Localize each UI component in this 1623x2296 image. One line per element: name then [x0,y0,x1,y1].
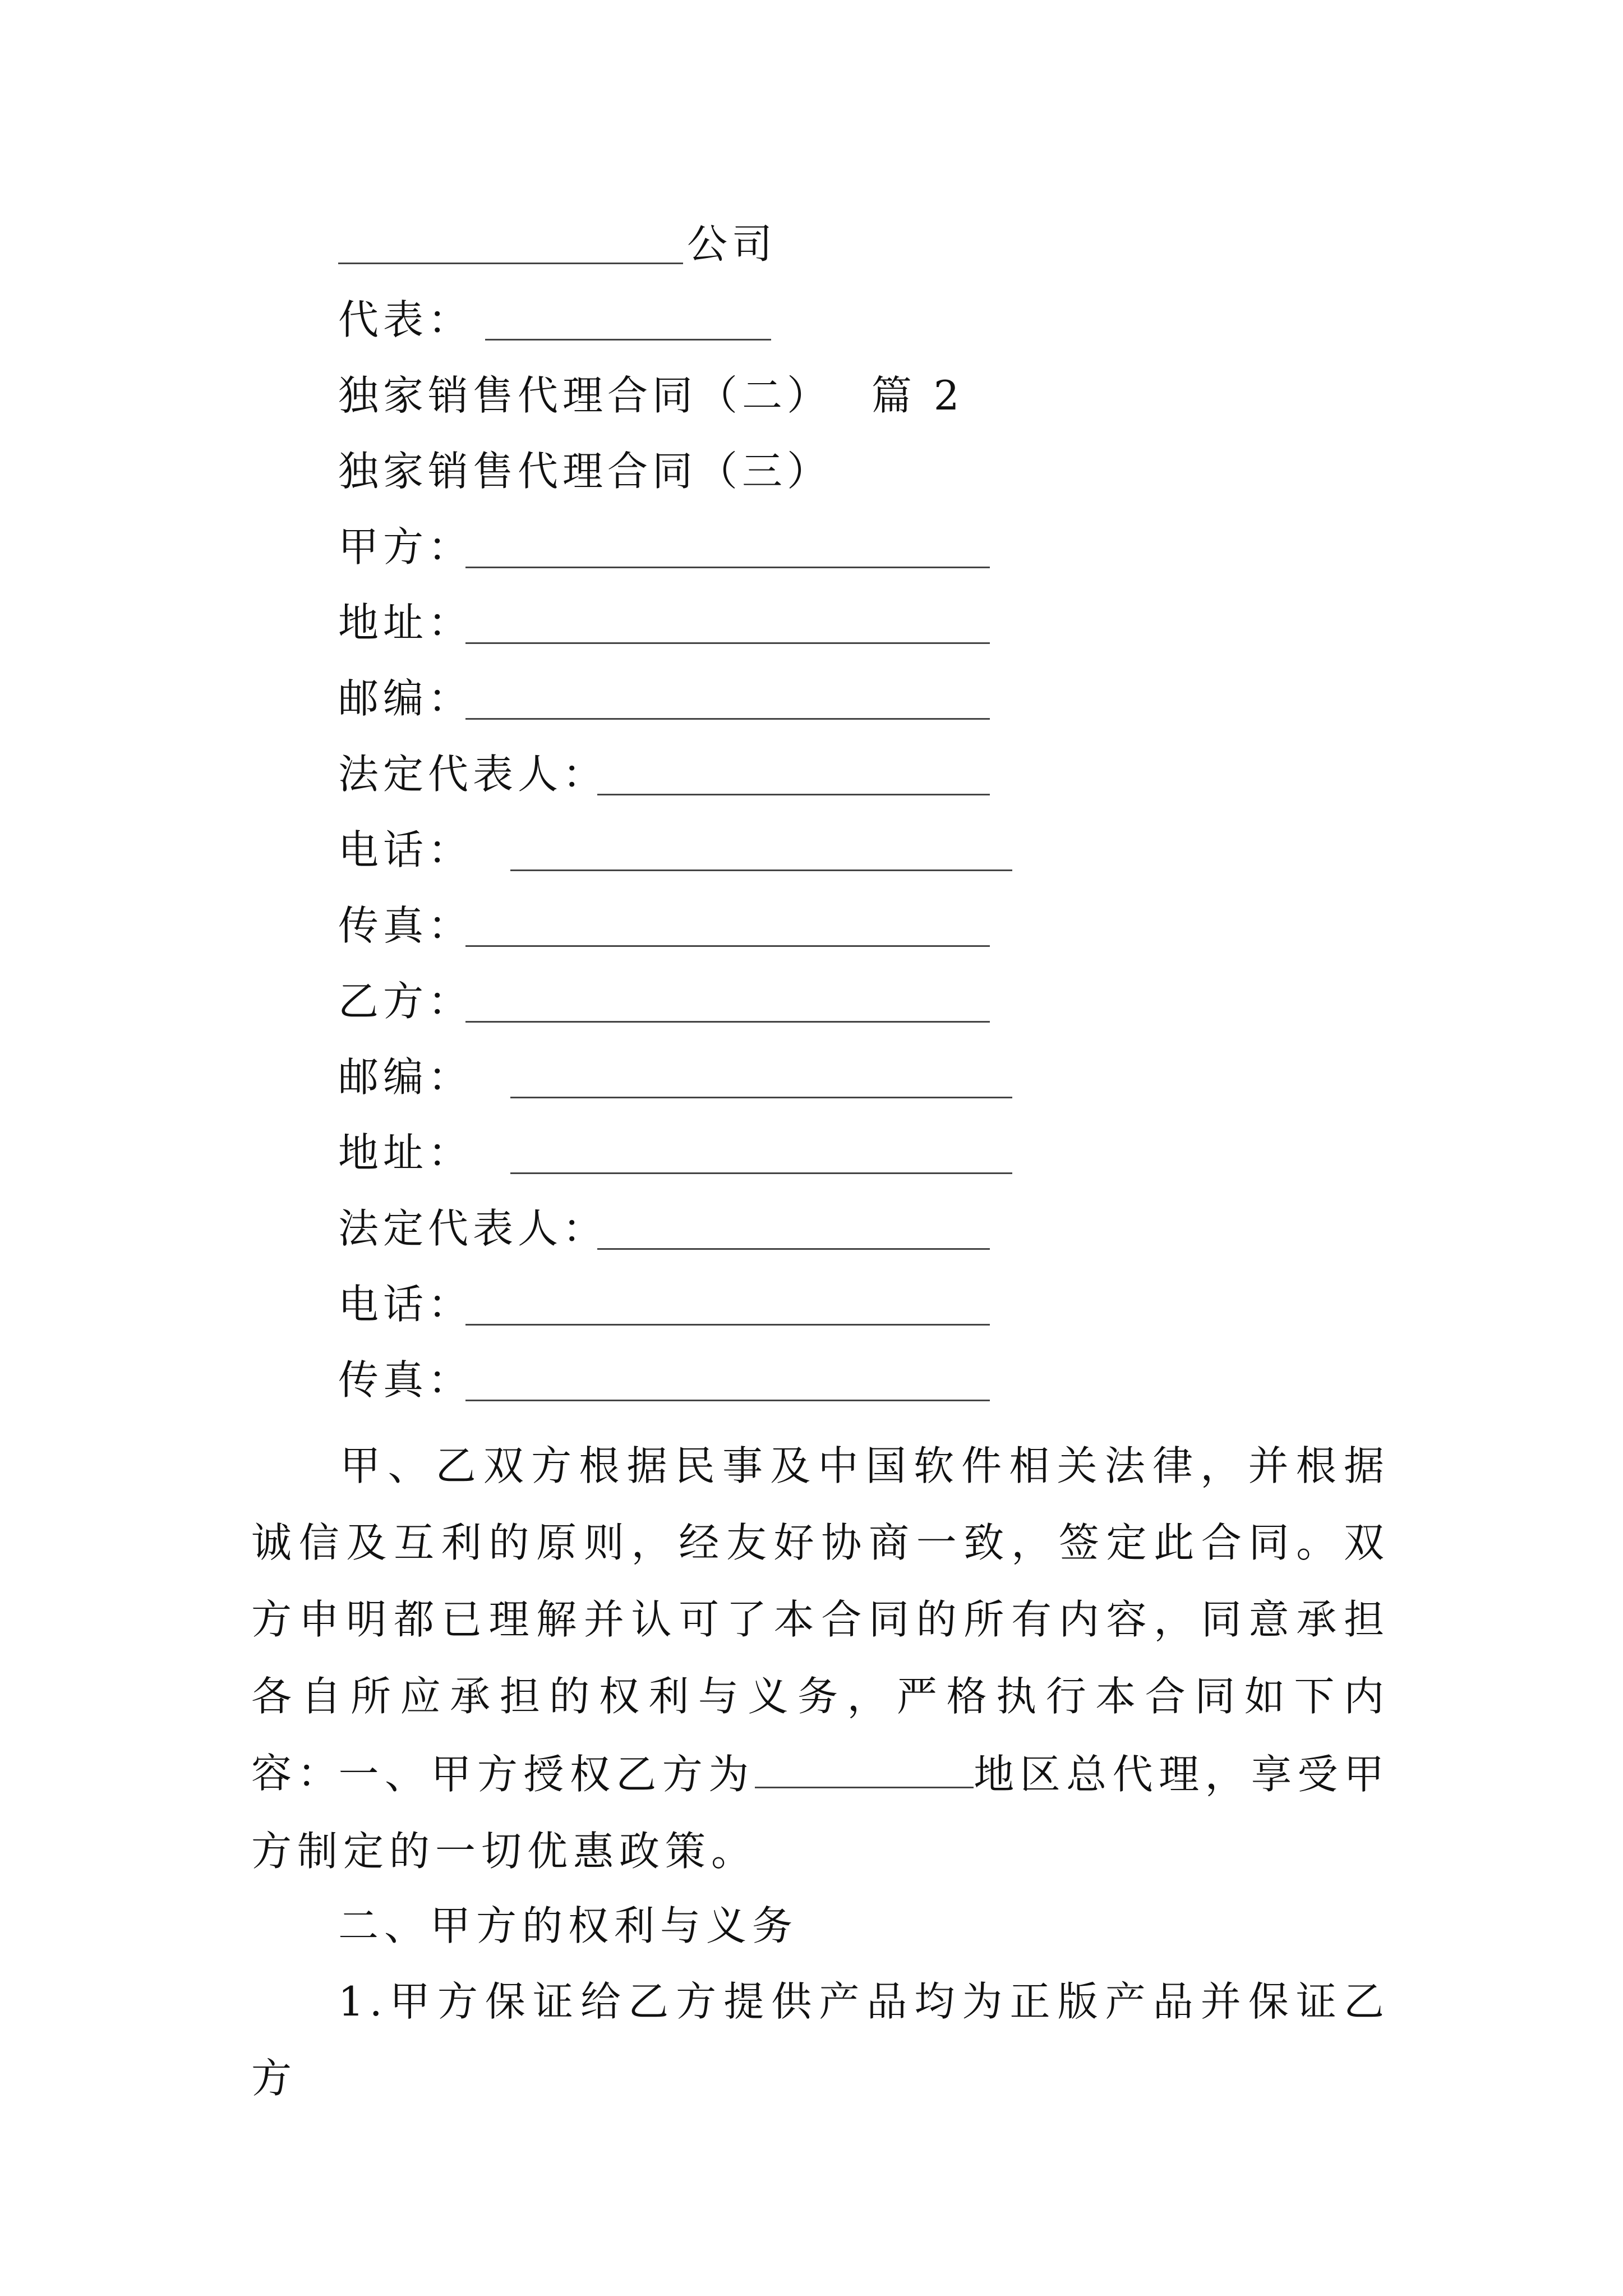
party-b-fax-blank [465,1400,990,1401]
representative-blank [485,339,771,341]
party-a-address-label: 地址： [338,599,473,646]
party-a-blank [465,567,990,568]
company-suffix: 公司 [687,220,777,268]
party-b-postcode-label: 邮编： [338,1053,473,1101]
party-a-legal-rep-blank [597,794,990,795]
clause-2-heading-text: 二、甲方的权利与义务 [338,1902,799,1949]
party-a-address-blank [465,642,990,644]
clause-1-text-before: 一、甲方授权乙方为 [338,1751,755,1798]
region-blank [755,1752,974,1788]
party-b-legal-rep-label: 法定代表人： [338,1205,608,1252]
contract-title-3: 独家销售代理合同（三） [338,448,832,495]
contract-title-2-suffix: 篇 2 [871,372,964,419]
party-b-postcode-blank [510,1097,1012,1098]
party-a-postcode-label: 邮编： [338,675,473,722]
party-b-label: 乙方： [338,978,473,1025]
party-a-fax-blank [465,945,990,947]
party-a-postcode-blank [465,718,990,720]
party-b-blank [465,1021,990,1023]
party-b-address-blank [510,1172,1012,1174]
clause-2-item-1 [251,1963,1390,2117]
clause-1-text-after: 地区总代理，享受甲方制定的一切优惠政策。 [251,1751,1390,1875]
intro-text: 甲、乙双方根据民事及中国软件相关法律，并根据诚信及互利的原则，经友好协商一致，签定此合同。双方申明都已理解并认可了本合同的所有内容，同意承担各自所应承担的权利与义务，严格执行本合同如下内容： [251,1442,1390,1797]
representative-label: 代表： [338,296,473,343]
party-b-phone-label: 电话： [338,1281,473,1328]
party-a-legal-rep-label: 法定代表人： [338,751,608,798]
clause-2-item-1-text: 1.甲方保证给乙方提供产品均为正版产品并保证乙方 [251,1978,1390,2102]
party-a-label: 甲方： [338,523,473,570]
party-b-phone-blank [465,1324,990,1326]
party-b-fax-label: 传真： [338,1356,473,1404]
contract-title-2-text: 独家销售代理合同（二） [338,372,832,419]
contract-title-2 [338,367,964,424]
party-a-phone-blank [510,869,1012,871]
party-b-address-label: 地址： [338,1129,473,1176]
clause-2-heading [251,1888,1390,1964]
clause-1-paragraph [251,1736,1390,1890]
party-b-legal-rep-blank [597,1248,990,1250]
company-name-blank [338,263,683,264]
party-a-fax-label: 传真： [338,902,473,949]
party-a-phone-label: 电话： [338,826,473,873]
